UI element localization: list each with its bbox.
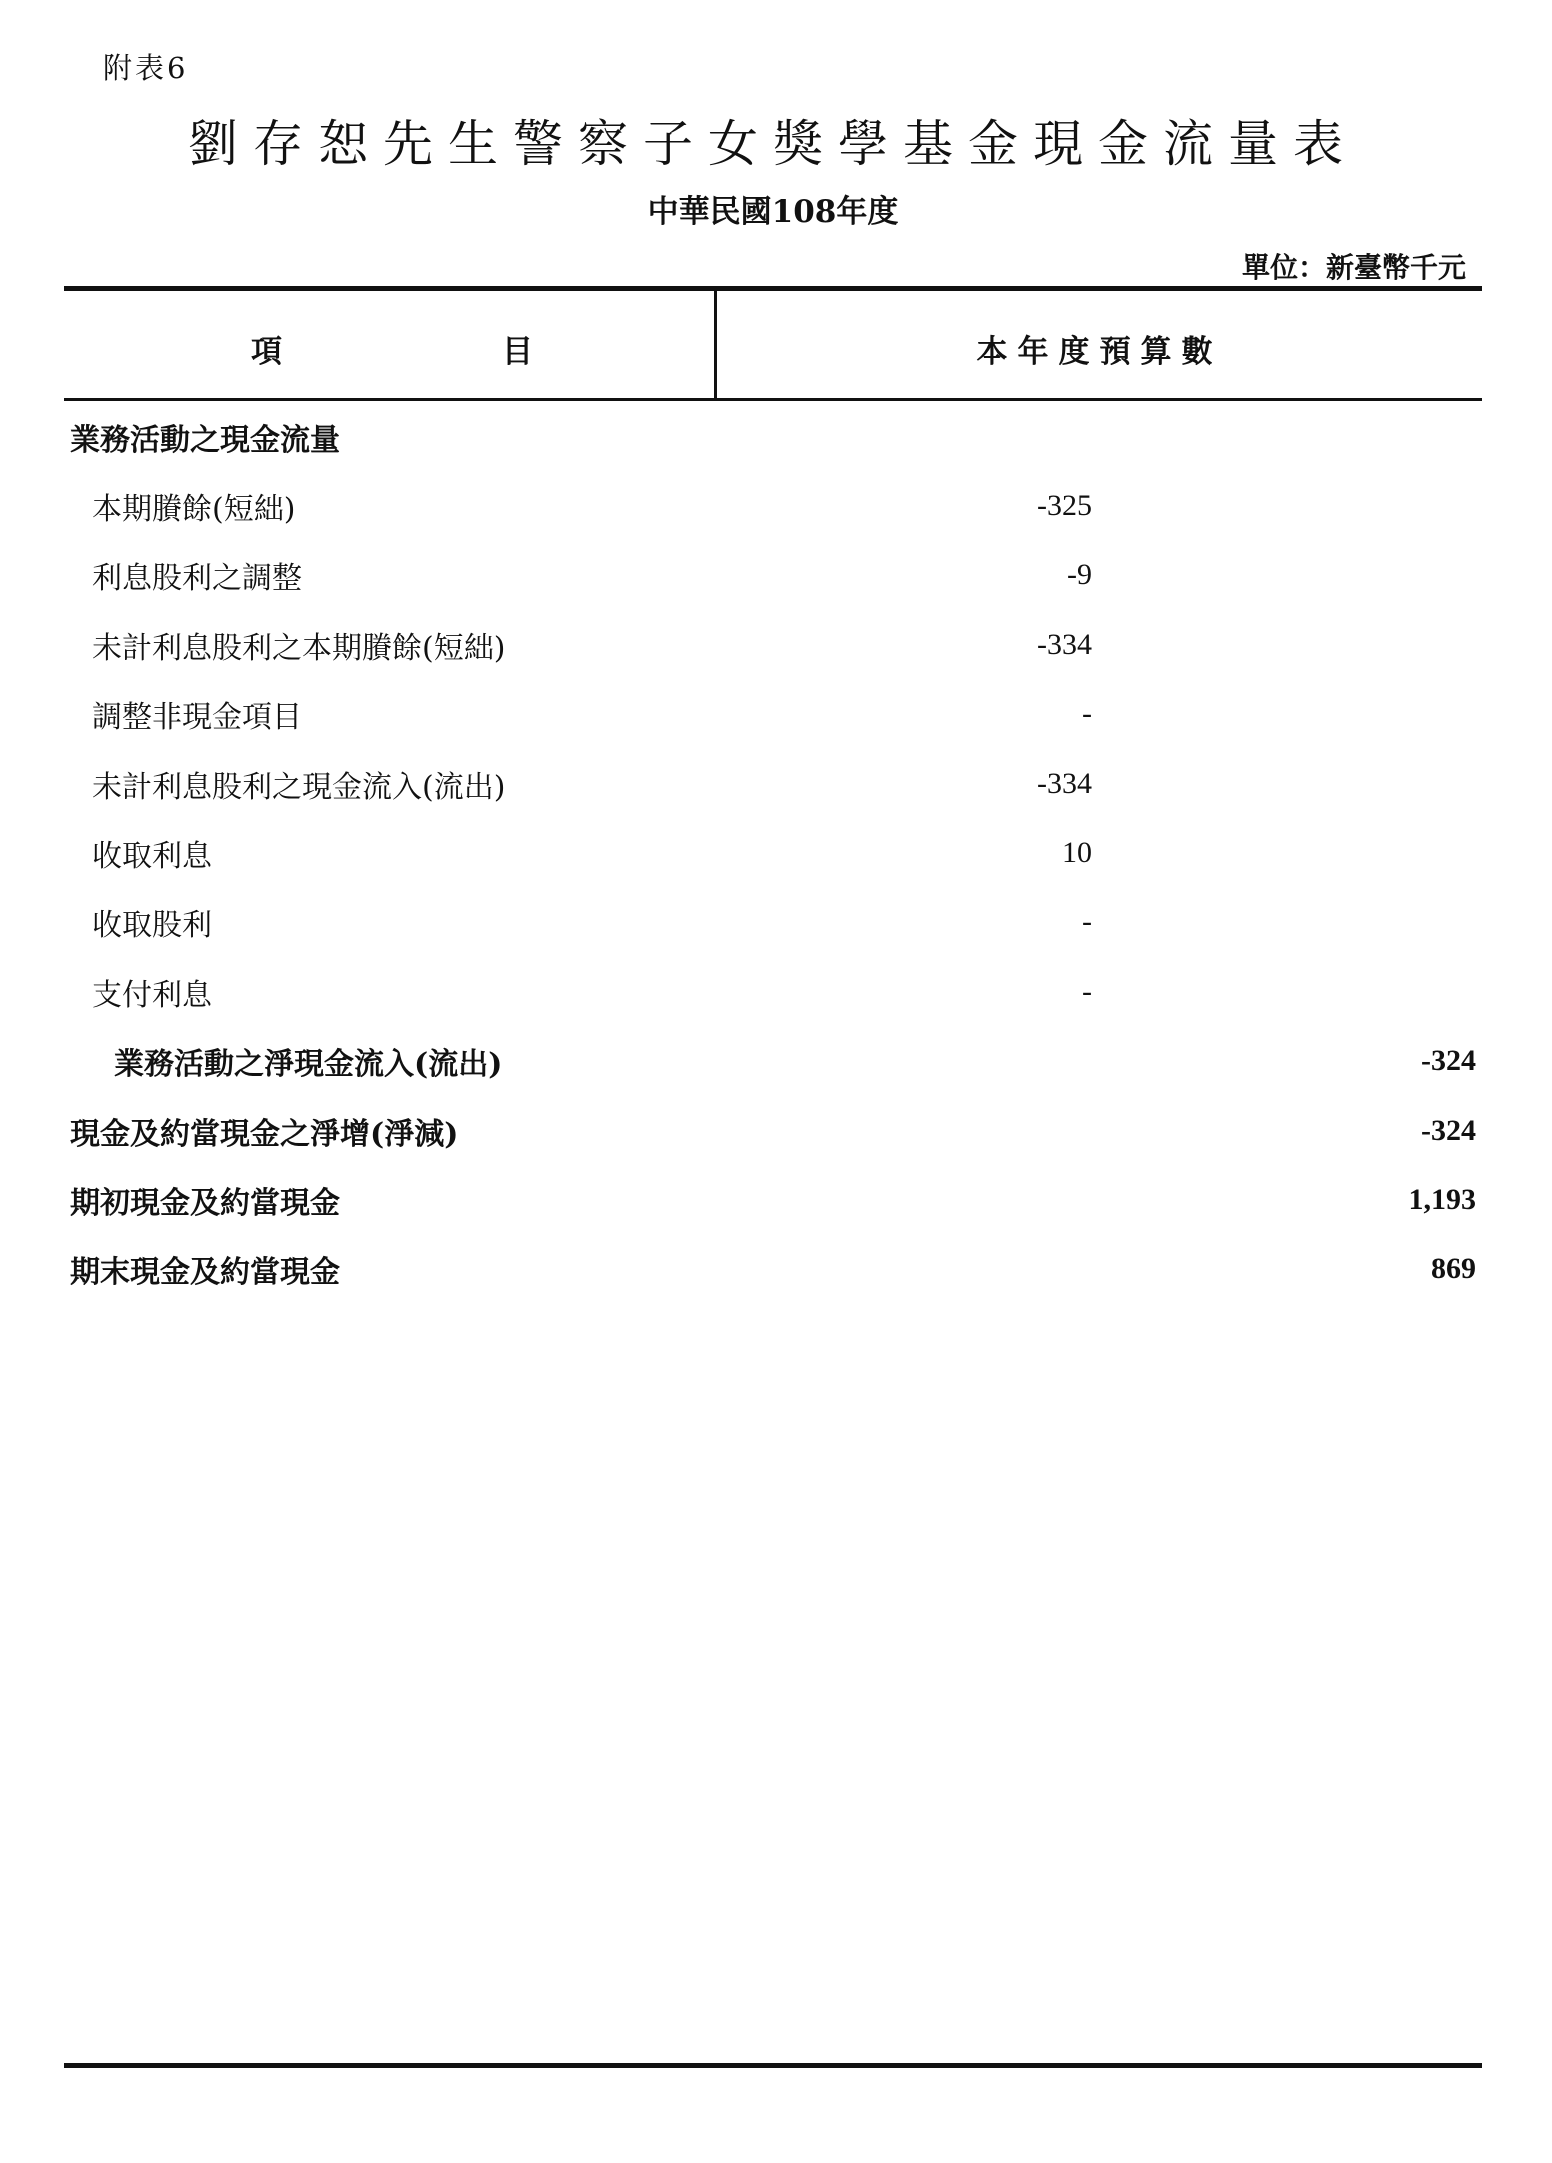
column-header-budget: 本年度預算數 <box>976 334 1223 370</box>
page-title: 劉存恕先生警察子女獎學基金現金流量表 <box>188 115 1358 173</box>
table-row <box>64 610 1482 679</box>
row-label: 利息股利之調整 <box>92 561 302 597</box>
table-row <box>64 818 1482 887</box>
row-value: 10 <box>1062 836 1092 870</box>
row-label: 期末現金及約當現金 <box>70 1255 340 1291</box>
row-label: 未計利息股利之本期賸餘(短絀) <box>92 630 506 666</box>
row-total-value: -324 <box>1421 1113 1476 1147</box>
currency-unit-note: 單位：新臺幣千元 <box>1241 251 1466 284</box>
table-row-total <box>64 1096 1482 1165</box>
row-value: -9 <box>1067 558 1092 592</box>
table-row-section-operating <box>64 402 1482 471</box>
row-total-value: 1,193 <box>1408 1182 1476 1216</box>
row-label: 現金及約當現金之淨增(淨減) <box>70 1116 459 1152</box>
row-label: 支付利息 <box>92 977 212 1013</box>
table-header-rule <box>64 398 1482 401</box>
row-total-value: 869 <box>1431 1252 1476 1286</box>
row-total-value: -324 <box>1421 1044 1476 1078</box>
fiscal-year-subtitle: 中華民國108年度 <box>647 194 899 230</box>
table-row-subtotal <box>64 1027 1482 1096</box>
row-value: -334 <box>1037 627 1092 661</box>
row-value: - <box>1082 697 1092 731</box>
row-label: 調整非現金項目 <box>92 700 302 736</box>
table-row <box>64 749 1482 818</box>
row-value: -325 <box>1037 489 1092 523</box>
column-header-item-part2: 目 <box>502 334 543 370</box>
table-bottom-rule <box>64 2063 1482 2068</box>
cash-flow-table-body <box>64 402 1482 1304</box>
row-label: 收取股利 <box>92 908 212 944</box>
row-value: -334 <box>1037 766 1092 800</box>
table-row <box>64 471 1482 540</box>
row-label: 業務活動之現金流量 <box>70 422 340 458</box>
column-header-item-part1: 項 <box>251 334 292 370</box>
table-row <box>64 957 1482 1026</box>
table-top-rule <box>64 286 1482 291</box>
table-row <box>64 541 1482 610</box>
appendix-label: 附表6 <box>103 51 189 85</box>
row-label: 未計利息股利之現金流入(流出) <box>92 769 506 805</box>
table-row <box>64 680 1482 749</box>
row-label: 收取利息 <box>92 839 212 875</box>
table-row-total <box>64 1235 1482 1304</box>
table-row <box>64 888 1482 957</box>
row-value: - <box>1082 905 1092 939</box>
row-label: 期初現金及約當現金 <box>70 1185 340 1221</box>
row-label: 本期賸餘(短絀) <box>92 492 296 528</box>
table-row-total <box>64 1165 1482 1234</box>
row-label: 業務活動之淨現金流入(流出) <box>114 1047 503 1083</box>
row-value: - <box>1082 974 1092 1008</box>
